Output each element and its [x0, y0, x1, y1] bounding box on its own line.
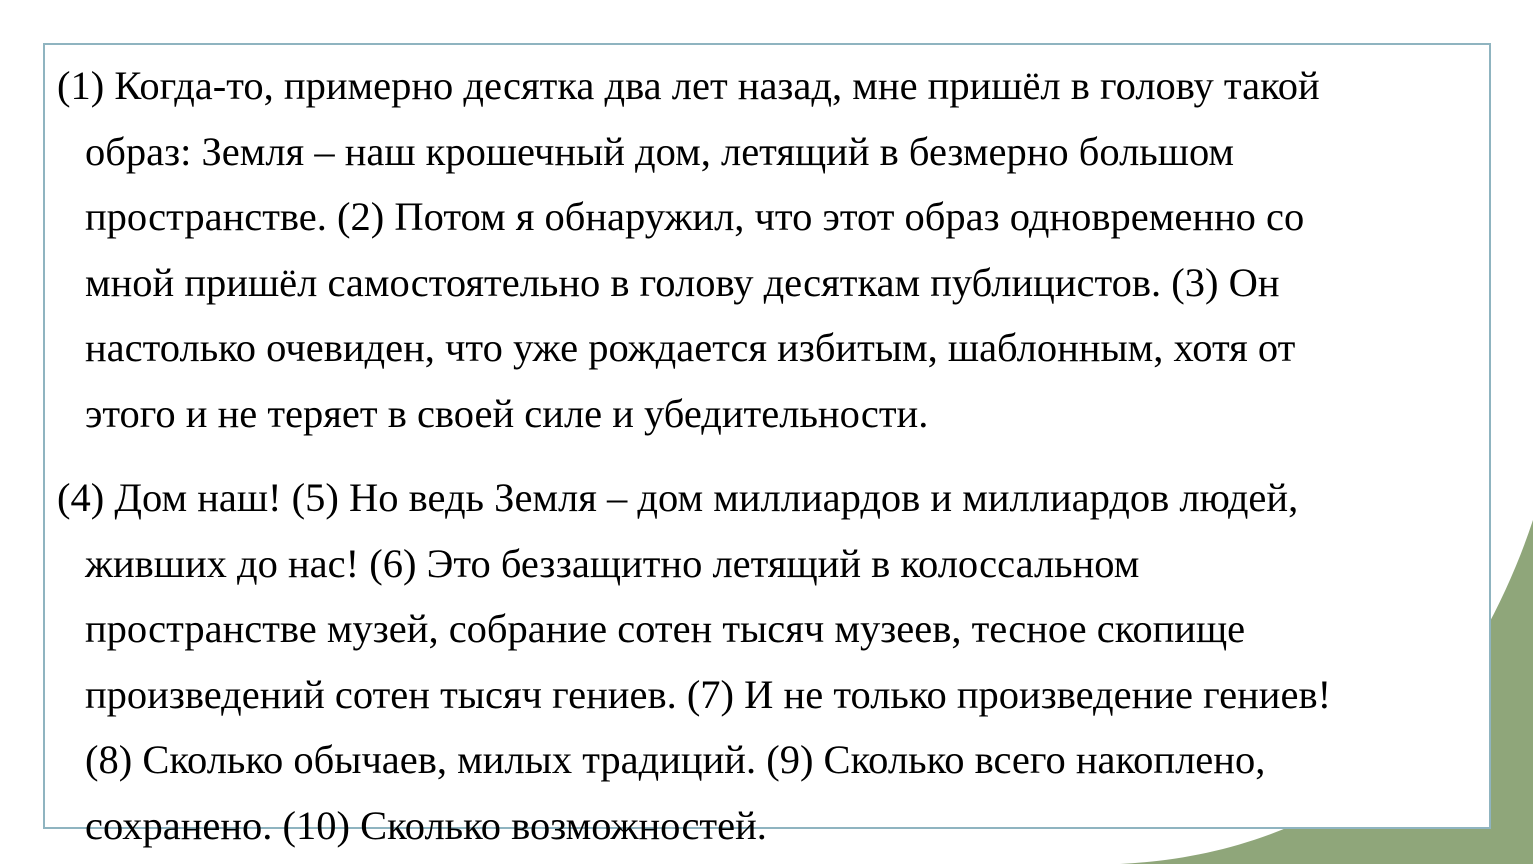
text-line: произведений сотен тысяч гениев. (7) И не только произведение гениев!: [85, 671, 1332, 717]
text-line: этого и не теряет в своей силе и убедительности.: [85, 390, 929, 436]
paragraph-1: [57, 53, 1477, 446]
text-line: образ: Земля – наш крошечный дом, летящий в безмерно большом: [85, 128, 1235, 174]
text-line: настолько очевиден, что уже рождается избитым, шаблонным, хотя от: [85, 325, 1296, 370]
paragraph-2: [57, 465, 1477, 858]
text-line: пространстве. (2) Потом я обнаружил, что этот образ одновременно со: [85, 194, 1305, 239]
text-line: живших до нас! (6) Это беззащитно летящий в колоссальном: [85, 540, 1140, 586]
text-line: сохранено. (10) Сколько возможностей.: [85, 802, 767, 848]
text-line: пространстве музей, собрание сотен тысяч музеев, тесное скопище: [85, 606, 1246, 651]
text-line: (1) Когда-то, примерно десятка два лет назад, мне пришёл в голову такой: [57, 63, 1320, 108]
text-line: мной пришёл самостоятельно в голову десяткам публицистов. (3) Он: [85, 259, 1280, 305]
text-frame: [43, 43, 1491, 848]
text-line: (4) Дом наш! (5) Но ведь Земля – дом миллиардов и миллиардов людей,: [57, 475, 1299, 520]
text-line: (8) Сколько обычаев, милых традиций. (9) Сколько всего накоплено,: [85, 737, 1266, 782]
